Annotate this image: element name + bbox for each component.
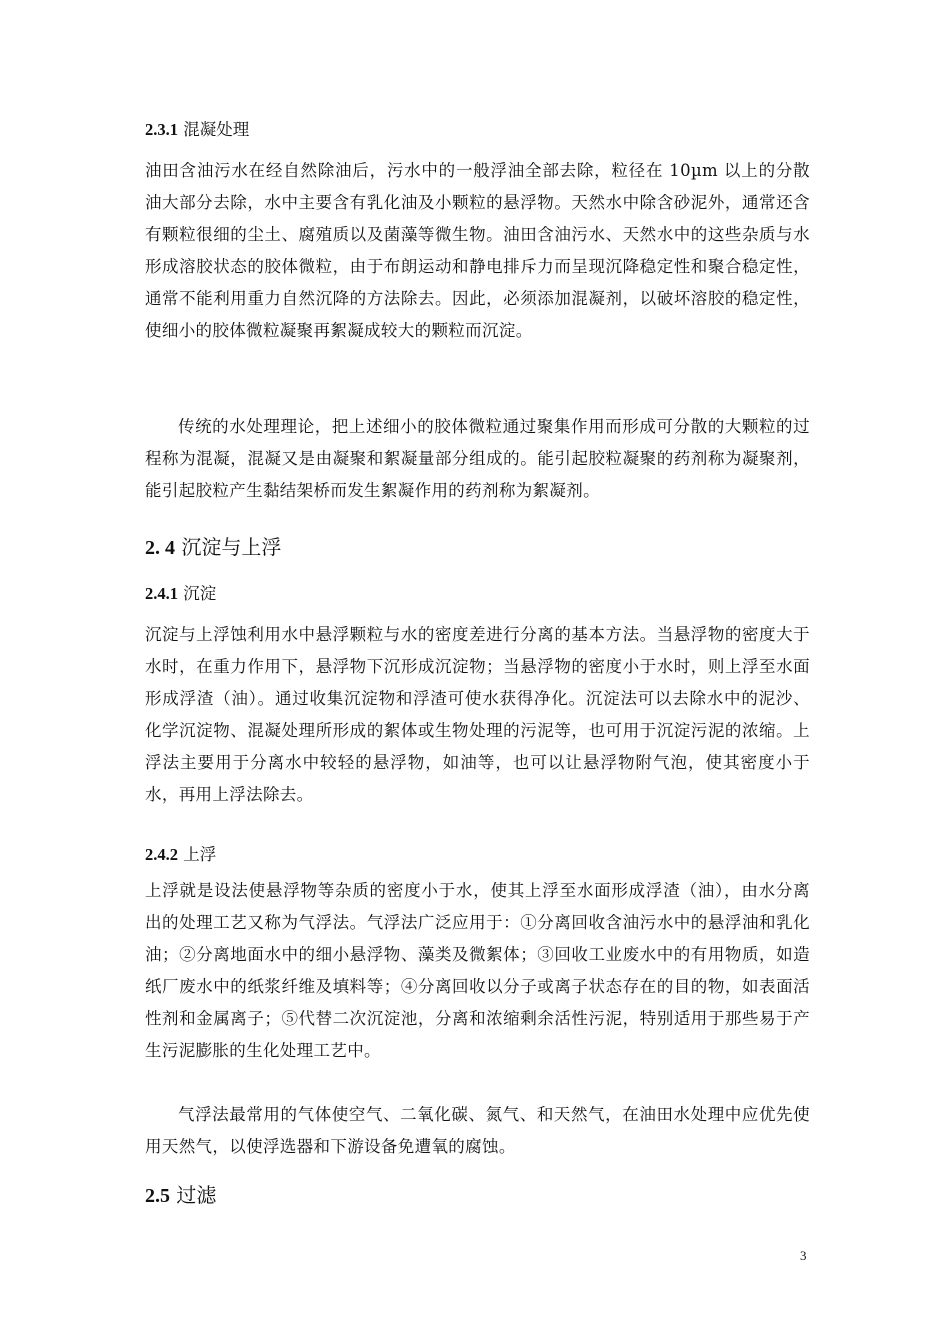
page-number: 3 [800, 1248, 807, 1263]
heading-title: 上浮 [178, 845, 217, 864]
heading-title: 沉淀 [178, 584, 217, 603]
heading-2-5 [145, 1181, 810, 1210]
paragraph-coagulation-2: 传统的水处理理论，把上述细小的胶体微粒通过聚集作用而形成可分散的大颗粒的过程称为混凝，混凝又是由凝聚和絮凝量部分组成的。能引起胶粒凝聚的药剂称为凝聚剂，能引起胶粒产生黏结架桥而发生絮凝作用的药剂称为絮凝剂。 [145, 417, 810, 500]
heading-2-4-2 [145, 843, 810, 867]
paragraph-coagulation-1: 油田含油污水在经自然除油后，污水中的一般浮油全部去除，粒径在 10µm 以上的分散油大部分去除，水中主要含有乳化油及小颗粒的悬浮物。天然水中除含砂泥外，通常还含有颗粒很细的尘土、腐殖质以及菌藻等微生物。油田含油污水、天然水中的这些杂质与水形成溶胶状态的胶体微粒，由于布朗运动和静电排斥力而呈现沉降稳定性和聚合稳定性，通常不能利用重力自然沉降的方法除去。因此，必须添加混凝剂，以破坏溶胶的稳定性，使细小的胶体微粒凝聚再絮凝成较大的颗粒而沉淀。 [145, 161, 810, 340]
heading-title: 沉淀与上浮 [175, 535, 282, 559]
paragraph-flotation-2: 气浮法最常用的气体使空气、二氧化碳、氮气、和天然气，在油田水处理中应优先使用天然气，以使浮选器和下游设备免遭氧的腐蚀。 [145, 1105, 810, 1156]
heading-title: 过滤 [170, 1183, 217, 1207]
paragraph-flotation-1: 上浮就是设法使悬浮物等杂质的密度小于水，使其上浮至水面形成浮渣（油），由水分离出的处理工艺又称为气浮法。气浮法广泛应用于：①分离回收含油污水中的悬浮油和乳化油；②分离地面水中的细小悬浮物、藻类及微絮体；③回收工业废水中的有用物质，如造纸厂废水中的纸浆纤维及填料等；④分离回收以分子或离子状态存在的目的物，如表面活性剂和金属离子；⑤代替二次沉淀池，分离和浓缩剩余活性污泥，特别适用于那些易于产生污泥膨胀的生化处理工艺中。 [145, 881, 810, 1060]
heading-2-4 [145, 533, 810, 562]
heading-2-4-1 [145, 582, 810, 606]
heading-number: 2.4.1 [145, 584, 178, 603]
heading-number: 2.3.1 [145, 120, 178, 139]
paragraph-sedimentation: 沉淀与上浮蚀利用水中悬浮颗粒与水的密度差进行分离的基本方法。当悬浮物的密度大于水时，在重力作用下，悬浮物下沉形成沉淀物；当悬浮物的密度小于水时，则上浮至水面形成浮渣（油）。通过收集沉淀物和浮渣可使水获得净化。沉淀法可以去除水中的泥沙、化学沉淀物、混凝处理所形成的絮体或生物处理的污泥等，也可用于沉淀污泥的浓缩。上浮法主要用于分离水中较轻的悬浮物，如油等，也可以让悬浮物附气泡，使其密度小于水，再用上浮法除去。 [145, 625, 810, 804]
heading-number: 2.4.2 [145, 845, 178, 864]
heading-number: 2.5 [145, 1185, 170, 1207]
heading-number: 2. 4 [145, 537, 175, 559]
heading-title: 混凝处理 [178, 120, 250, 139]
heading-2-3-1 [145, 118, 810, 142]
